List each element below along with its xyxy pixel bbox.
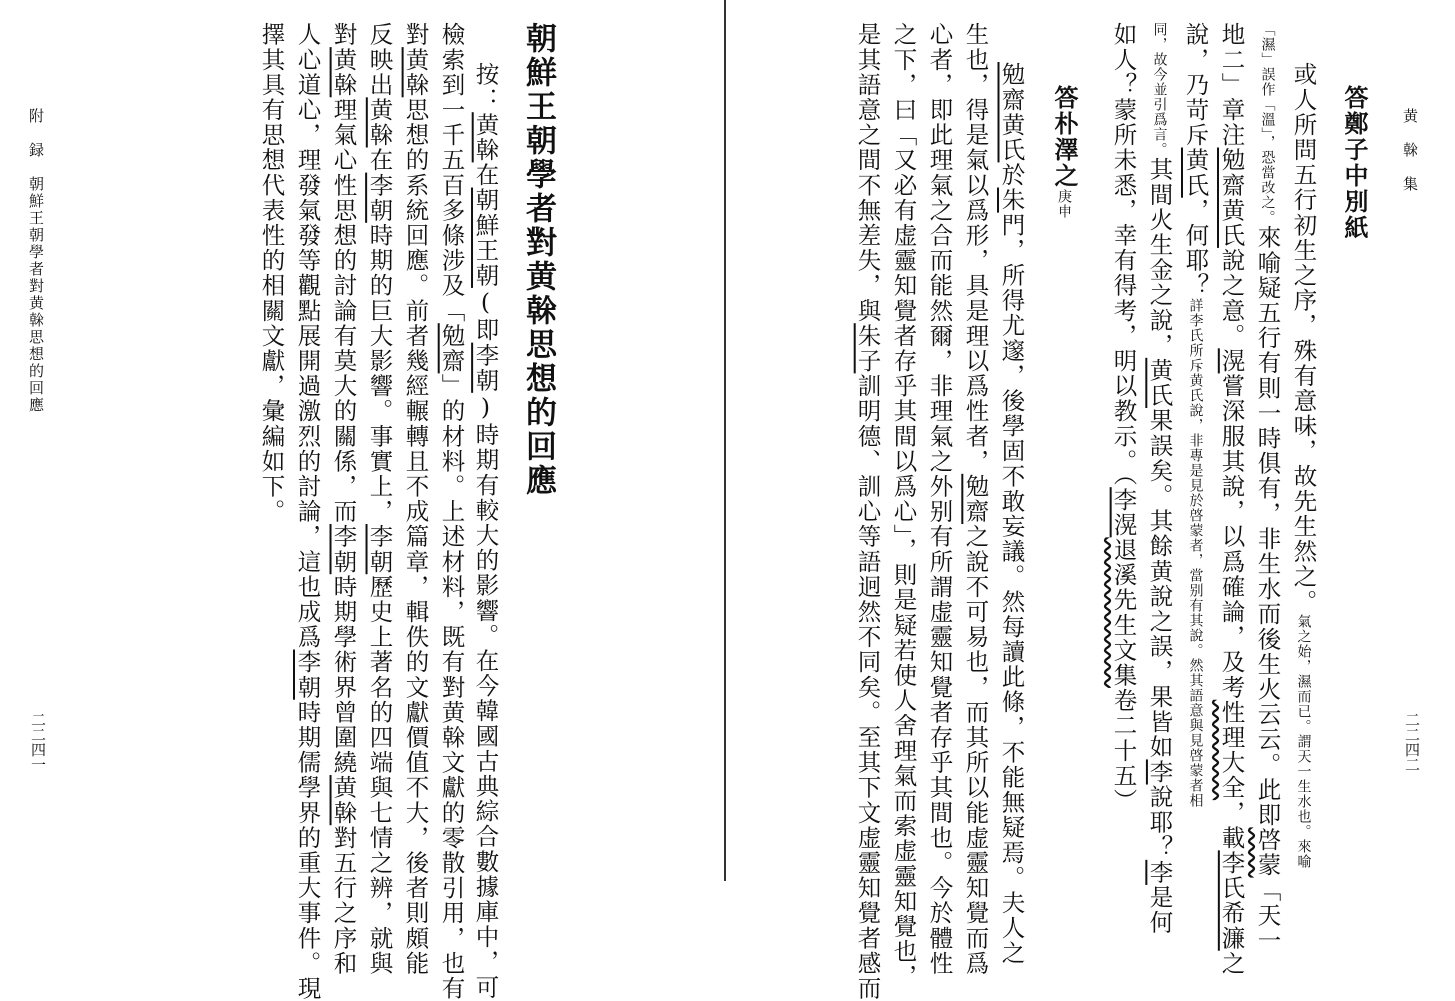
place-name: 朝鮮王朝 xyxy=(471,187,500,288)
annotation: 氣之始，濕而已。謂天一生水也。來喻 xyxy=(1295,614,1312,870)
text-column: 地二」章注勉齋黄氏說之意。滉嘗深服其說，以爲確論，及考性理大全，載李氏希濂之 xyxy=(1217,22,1246,976)
book-title: 啓蒙 xyxy=(1253,827,1282,878)
text-column: 生也，得是氣以爲形，具是理以爲性者，勉齋之說不可易也，而其所以能虚靈知覺而爲 xyxy=(961,22,990,976)
person-name: 朱 xyxy=(997,187,1026,213)
text-column: 人心道心，理發氣發等觀點展開過激烈的討論，這也成爲李朝時期儒學界的重大事件。現 xyxy=(293,22,322,1001)
section-title: 答朴澤之庚申 xyxy=(1050,85,1079,219)
person-name: 李 xyxy=(1145,759,1174,785)
book-title: 退溪先生文集 xyxy=(1109,537,1138,688)
person-name: 朱子 xyxy=(853,323,882,374)
text-column: 是其語意之間不無差失，與朱子訓明德、訓心等語迥然不同矣。至其下文虚靈知覺者感而 xyxy=(853,22,882,1001)
person-name: 黄氏 xyxy=(1145,357,1174,409)
person-name: 李氏希濂 xyxy=(1217,850,1246,951)
page-number: 二二四二 xyxy=(1403,712,1421,772)
text-column: 按：黄榦在朝鮮王朝(即李朝)時期有較大的影響。在今韓國古典綜合數據庫中，可 xyxy=(471,62,500,1000)
person-name: 黄氏 xyxy=(1181,147,1210,198)
person-name: 勉齋黄氏 xyxy=(1217,147,1246,248)
section-title: 答鄭子中別紙 xyxy=(1340,85,1369,241)
text-column: 如人？蒙所未悉，幸有得考，明以教示。（李滉退溪先生文集卷二十五） xyxy=(1109,22,1138,814)
text-column: 對黄榦理氣心性思想的討論有莫大的關係，而李朝時期學術界曾圍繞黄榦對五行之序和 xyxy=(329,22,358,976)
person-name: 黄榦 xyxy=(365,97,394,148)
person-name: 勉齋黄氏 xyxy=(997,62,1026,163)
text-column: 心者，即此理氣之合而能然爾，非理氣之外别有所謂虚靈知覺者存乎其間也。今於體性 xyxy=(925,22,954,976)
text-column: 對黄榦思想的系統回應。前者幾經輾轉且不成篇章，輯佚的文獻價值不大，後者則頗能 xyxy=(401,22,430,976)
text-column: 說，乃苛斥黄氏，何耶？詳李氏所斥黄氏說，非專是見於啓蒙者，當别有其說。然其語意與見啓蒙者相 xyxy=(1181,22,1210,809)
text-column: 反映出黄榦在李朝時期的巨大影響。事實上，李朝歷史上著名的四端與七情之辨，就與 xyxy=(365,22,394,976)
person-name: 勉齋 xyxy=(437,323,466,374)
chapter-title: 朝鮮王朝學者對黄榦思想的回應 xyxy=(520,22,556,498)
text-column: 勉齋黄氏於朱門，所得尤邃，後學固不敢妄議。然每讀此條，不能無疑焉。夫人之 xyxy=(997,62,1026,966)
person-name: 勉齋 xyxy=(961,473,990,525)
place-name: 李朝 xyxy=(365,172,394,223)
place-name: 李朝 xyxy=(329,524,358,575)
person-name: 黄榦 xyxy=(401,47,430,98)
page-number: 二二四一 xyxy=(29,712,47,772)
book-title: 性理大全 xyxy=(1217,699,1246,801)
place-name: 李朝 xyxy=(293,649,322,700)
place-name: 李朝 xyxy=(365,524,394,575)
person-name: 黄榦 xyxy=(329,775,358,826)
text-column: 擇其具有思想代表性的相關文獻，彙編如下。 xyxy=(257,22,286,524)
person-name: 黄榦 xyxy=(329,47,358,98)
person-name: 李滉 xyxy=(1109,487,1138,538)
running-header: 黄 榦 集 xyxy=(1401,108,1419,193)
annotation: 「濕」誤作「溫」，恐當改之。 xyxy=(1259,22,1276,225)
person-name: 黄榦 xyxy=(471,112,500,163)
text-column: 或人所問五行初生之序，殊有意味，故先生然之。氣之始，濕而已。謂天一生水也。來喻 xyxy=(1289,62,1318,870)
annotation: 同，故今並引爲言。 xyxy=(1151,22,1168,157)
person-name: 李 xyxy=(1145,859,1174,885)
right-page xyxy=(727,0,1455,1001)
annotation: 詳李氏所斥黄氏說，非專是見於啓蒙者，當别有其說。然其語意與見啓蒙者相 xyxy=(1187,298,1204,809)
left-page xyxy=(0,0,725,1001)
text-column: 之下，曰「又必有虚靈知覺者存乎其間以爲心」，則是疑若使人舍理氣而索虚靈知覺也， xyxy=(889,22,918,990)
text-column: 「濕」誤作「溫」，恐當改之。來喻疑五行有則一時俱有，非生水而後生火云云。此即啓蒙「天一 xyxy=(1253,22,1282,953)
place-name: 李朝 xyxy=(471,342,500,393)
running-header: 附 録 朝鮮王朝學者對黄榦思想的回應 xyxy=(27,108,45,414)
text-column: 同，故今並引爲言。其間火生金之說，黄氏果誤矣。其餘黄說之誤，果皆如李說耶？李是何 xyxy=(1145,22,1174,936)
page-gutter-divider xyxy=(724,0,726,881)
person-name: 滉 xyxy=(1217,348,1246,374)
title-note: 庚申 xyxy=(1056,189,1072,219)
text-column: 檢索到一千五百多條涉及「勉齋」的材料。上述材料，既有對黄榦文獻的零散引用，也有 xyxy=(437,22,466,1001)
